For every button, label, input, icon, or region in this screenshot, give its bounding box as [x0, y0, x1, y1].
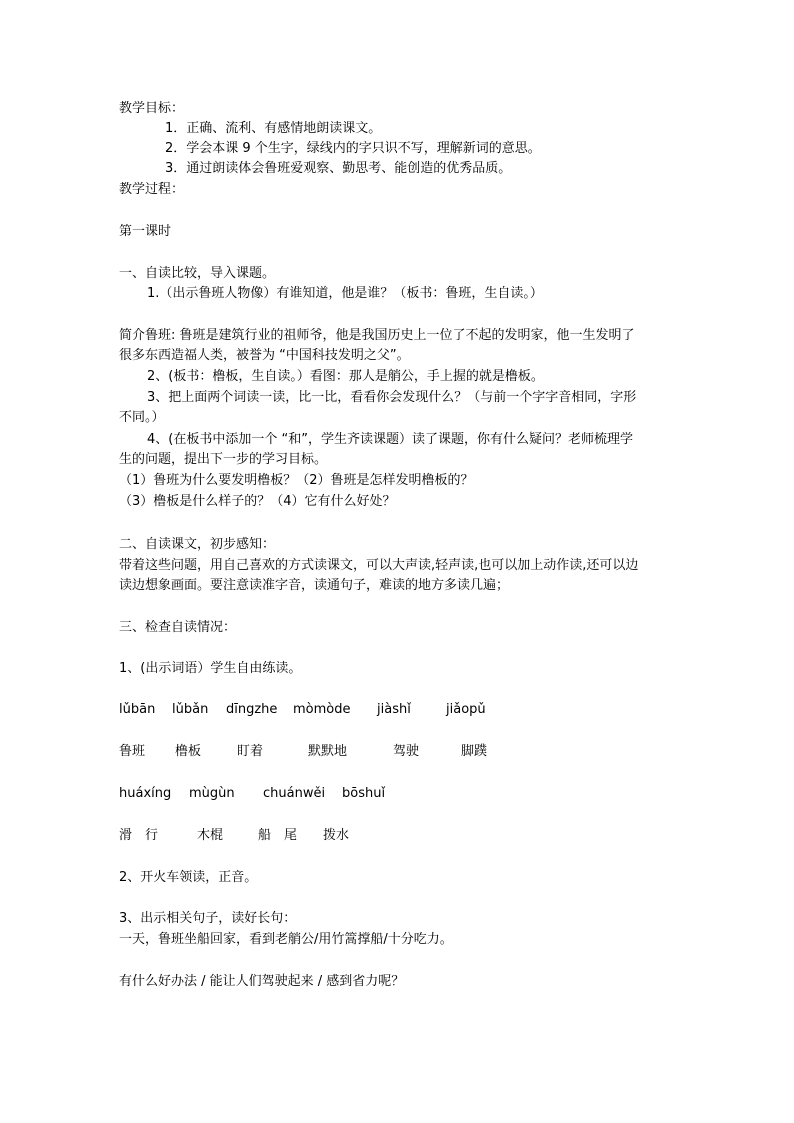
vocab-word: 默默地 [308, 744, 348, 759]
section1-step4-line1: 4、(在板书中添加一个 “和”，学生齐读课题）读了课题，你有什么疑问？老师梳理学 [147, 432, 633, 447]
section3-heading: 三、检查自读情况： [119, 620, 237, 635]
section2-line1: 带着这些问题，用自己喜欢的方式读课文，可以大声读,轻声读,也可以加上动作读,还可以边 [119, 558, 639, 573]
vocab-word: 驾驶 [393, 744, 420, 759]
section1-step4-line2: 生的问题，提出下一步的学习目标。 [119, 452, 328, 467]
lesson-title: 第一课时 [119, 224, 172, 239]
vocab-word: 橹板 [175, 744, 202, 759]
section3-step2: 2、开火车领读，正音。 [119, 870, 258, 885]
goal-item-2: 2．学会本课 9 个生字，绿线内的字只识不写，理解新词的意思。 [165, 141, 541, 156]
pinyin-word: jiǎopǔ [446, 702, 486, 717]
vocab-word: 鲁班 [119, 744, 146, 759]
pinyin-word: dīngzhe [226, 702, 278, 717]
pinyin-word: mùgùn [189, 786, 235, 801]
goal-item-1: 1．正确、流利、有感情地朗读课文。 [165, 121, 382, 136]
vocab-word: 滑 行 [119, 828, 159, 843]
pinyin-word: huáxíng [119, 786, 172, 801]
pinyin-word: jiàshǐ [377, 702, 411, 717]
teaching-process-heading: 教学过程： [119, 182, 185, 197]
questions-line1: （1）鲁班为什么要发明橹板？（2）鲁班是怎样发明橹板的？ [119, 473, 474, 488]
teaching-goals-heading: 教学目标： [119, 101, 185, 116]
example-sentence-1: 一天，鲁班坐船回家，看到老艄公/用竹篙撑船/十分吃力。 [119, 932, 453, 947]
vocab-word: 盯着 [237, 744, 264, 759]
section1-heading: 一、自读比较，导入课题。 [119, 266, 276, 281]
section2-heading: 二、自读课文，初步感知： [119, 537, 276, 552]
example-sentence-2: 有什么好办法 / 能让人们驾驶起来 / 感到省力呢？ [119, 974, 405, 989]
vocab-word: 脚蹼 [461, 744, 488, 759]
luban-intro-line2: 很多东西造福人类，被誉为 “中国科技发明之父”。 [119, 348, 410, 363]
pinyin-word: lǔbǎn [172, 702, 209, 717]
section1-step1: 1.（出示鲁班人物像）有谁知道，他是谁？（板书：鲁班，生自读。） [147, 286, 543, 301]
section2-line2: 读边想象画面。要注意读准字音，读通句子，难读的地方多读几遍； [119, 578, 510, 593]
section3-step1: 1、(出示词语）学生自由练读。 [119, 661, 302, 676]
luban-intro-line1: 简介鲁班: 鲁班是建筑行业的祖师爷，他是我国历史上一位了不起的发明家，他一生发明了 [119, 328, 635, 343]
section1-step3-line1: 3、把上面两个词读一读，比一比，看看你会发现什么？（与前一个字字音相同，字形 [147, 390, 637, 405]
questions-line2: （3）橹板是什么样子的？（4）它有什么好处？ [119, 494, 396, 509]
vocab-word: 木棍 [197, 828, 224, 843]
vocab-word: 拨水 [323, 828, 350, 843]
section1-step2: 2、(板书：橹板，生自读。）看图：那人是艄公，手上握的就是橹板。 [147, 369, 544, 384]
pinyin-word: mòmòde [293, 702, 351, 717]
pinyin-word: bōshuǐ [342, 786, 386, 801]
pinyin-word: lǔbān [119, 702, 156, 717]
vocab-word: 船 尾 [258, 828, 298, 843]
pinyin-word: chuánwěi [263, 786, 326, 801]
goal-item-3: 3．通过朗读体会鲁班爱观察、勤思考、能创造的优秀品质。 [165, 161, 512, 176]
section1-step3-line2: 不同。） [119, 410, 165, 425]
section3-step3: 3、出示相关句子，读好长句： [119, 911, 297, 926]
